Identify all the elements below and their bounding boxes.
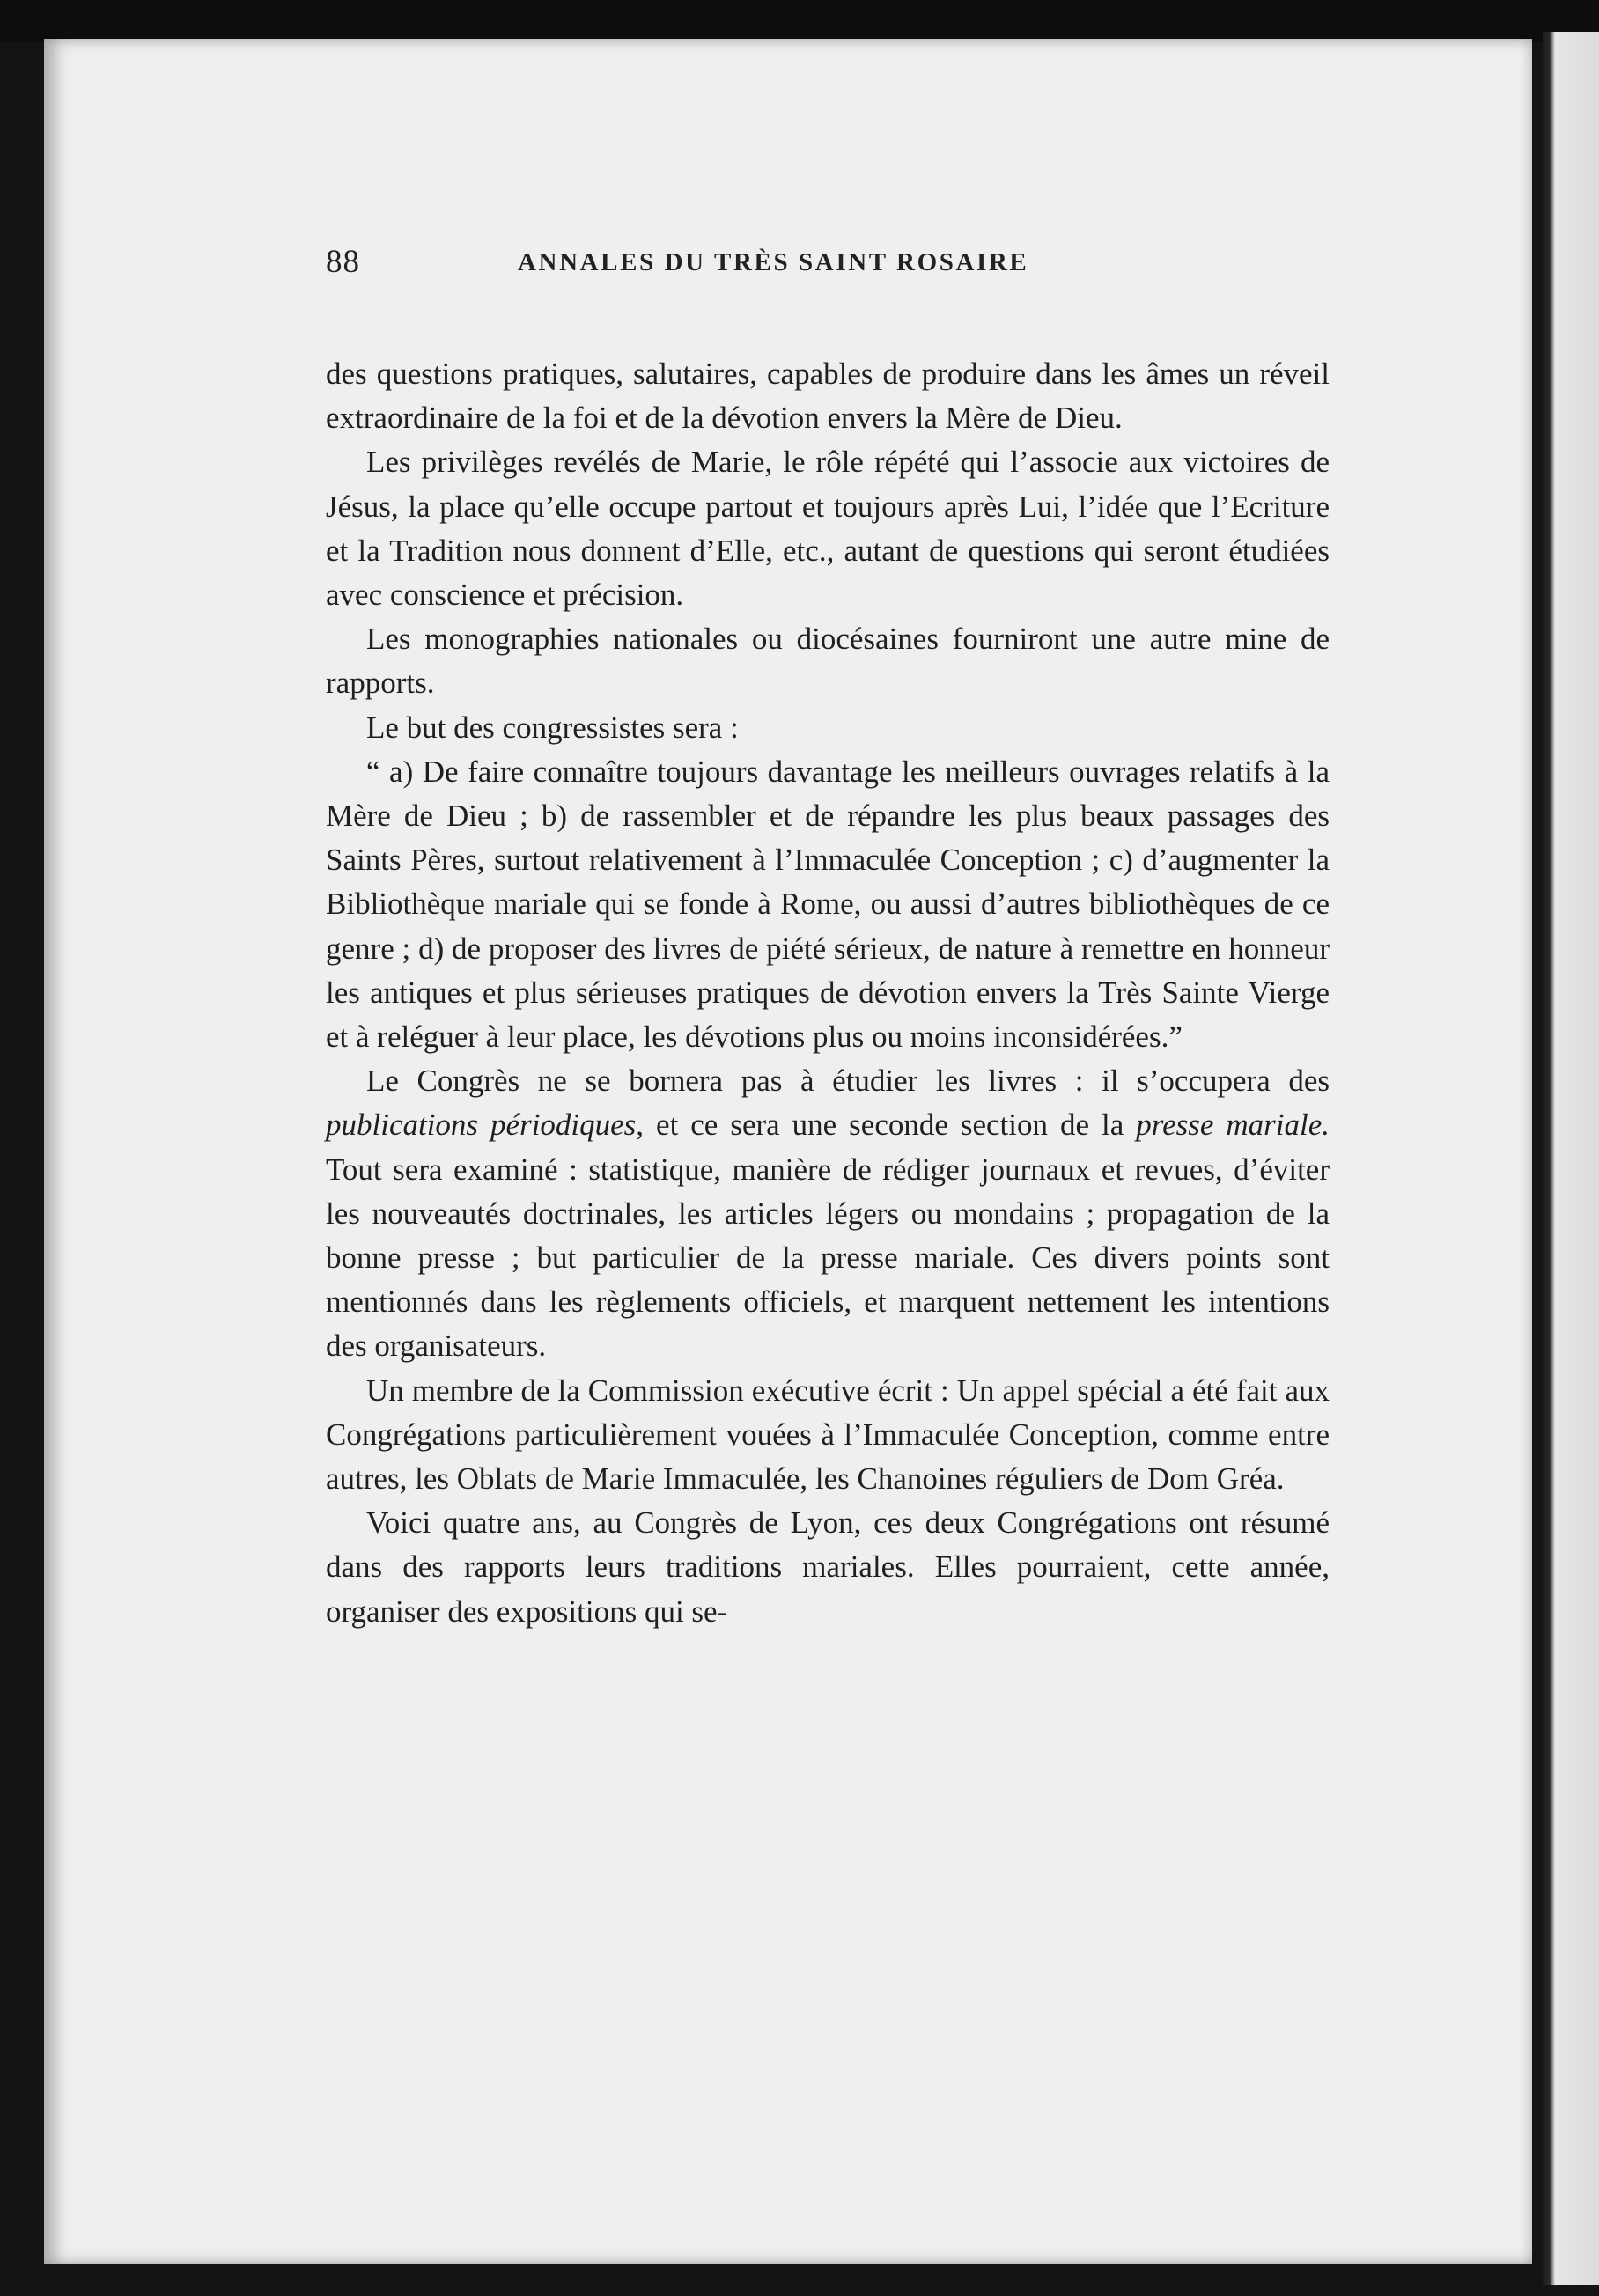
paragraph-6-text-a: Le Congrès ne se bornera pas à étudier les livres : il s’occupera des [366,1063,1330,1099]
paragraph-8: Voici quatre ans, au Congrès de Lyon, ces deux Congrégations ont résumé dans des rapports leurs traditions mariales. Elles pourraient, cette année, organiser des expositions qui se- [326,1505,1330,1629]
paragraph-4: Le but des congressistes sera : [366,710,739,745]
running-title: ANNALES DU TRÈS SAINT ROSAIRE [518,248,1029,276]
paragraph-6-text-c: , et ce sera une seconde section de la [636,1108,1137,1143]
paragraph-7: Un membre de la Commission exécutive écrit : Un appel spécial a été fait aux Congrégations particulièrement vouées à l’Immaculée Conception, comme entre autres, les Oblats de Marie Immaculée, les Chanoines réguliers de Dom Gréa. [326,1372,1330,1497]
paragraph-6-italic-publications: publications périodiques [326,1108,637,1143]
facing-page-edge [1543,32,1599,2285]
paragraph-6 [326,1059,1330,1368]
paragraph-5-quotation: “ a) De faire connaître toujours davantage les meilleurs ouvrages relatifs à la Mère de Dieu ; b) de rassembler et de répandre les plus beaux passages des Saints Pères, surtout relativement à l’Immaculée Conception ; c) d’augmenter la Bibliothèque mariale qui se fonde à Rome, ou aussi d’autres bibliothèques de ce genre ; d) de proposer des livres de piété sérieux, de nature à remettre en honneur les antiques et plus sérieuses pratiques de dévotion envers la Très Sainte Vierge et à reléguer à leur place, les dévotions plus ou moins inconsidérées.” [326,754,1330,1055]
paragraph-3: Les monographies nationales ou diocésaines fourniront une autre mine de rapports. [326,622,1330,701]
paragraph-6-italic-presse: presse mariale. [1136,1108,1330,1143]
paragraph-6-text-e: Tout sera examiné : statistique, manière de rédiger journaux et revues, d’éviter les nouveautés doctrinales, les articles légers ou mondains ; propagation de la bonne presse ; but particulier de la presse mariale. Ces divers points sont mentionnés dans les règlements officiels, et marquent nettement les intentions des organisateurs. [326,1152,1330,1364]
page-number: 88 [326,244,360,280]
body-text [326,352,1330,1634]
paragraph-1: des questions pratiques, salutaires, capables de produire dans les âmes un réveil extraordinaire de la foi et de la dévotion envers la Mère de Dieu. [326,357,1330,436]
running-header [326,238,1330,287]
scan-top-border [0,0,1599,42]
paragraph-2: Les privilèges revélés de Marie, le rôle répété qui l’associe aux victoires de Jésus, la place qu’elle occupe partout et toujours après Lui, l’idée que l’Ecriture et la Tradition nous donnent d’Elle, etc., autant de questions qui seront étudiées avec conscience et précision. [326,445,1330,613]
